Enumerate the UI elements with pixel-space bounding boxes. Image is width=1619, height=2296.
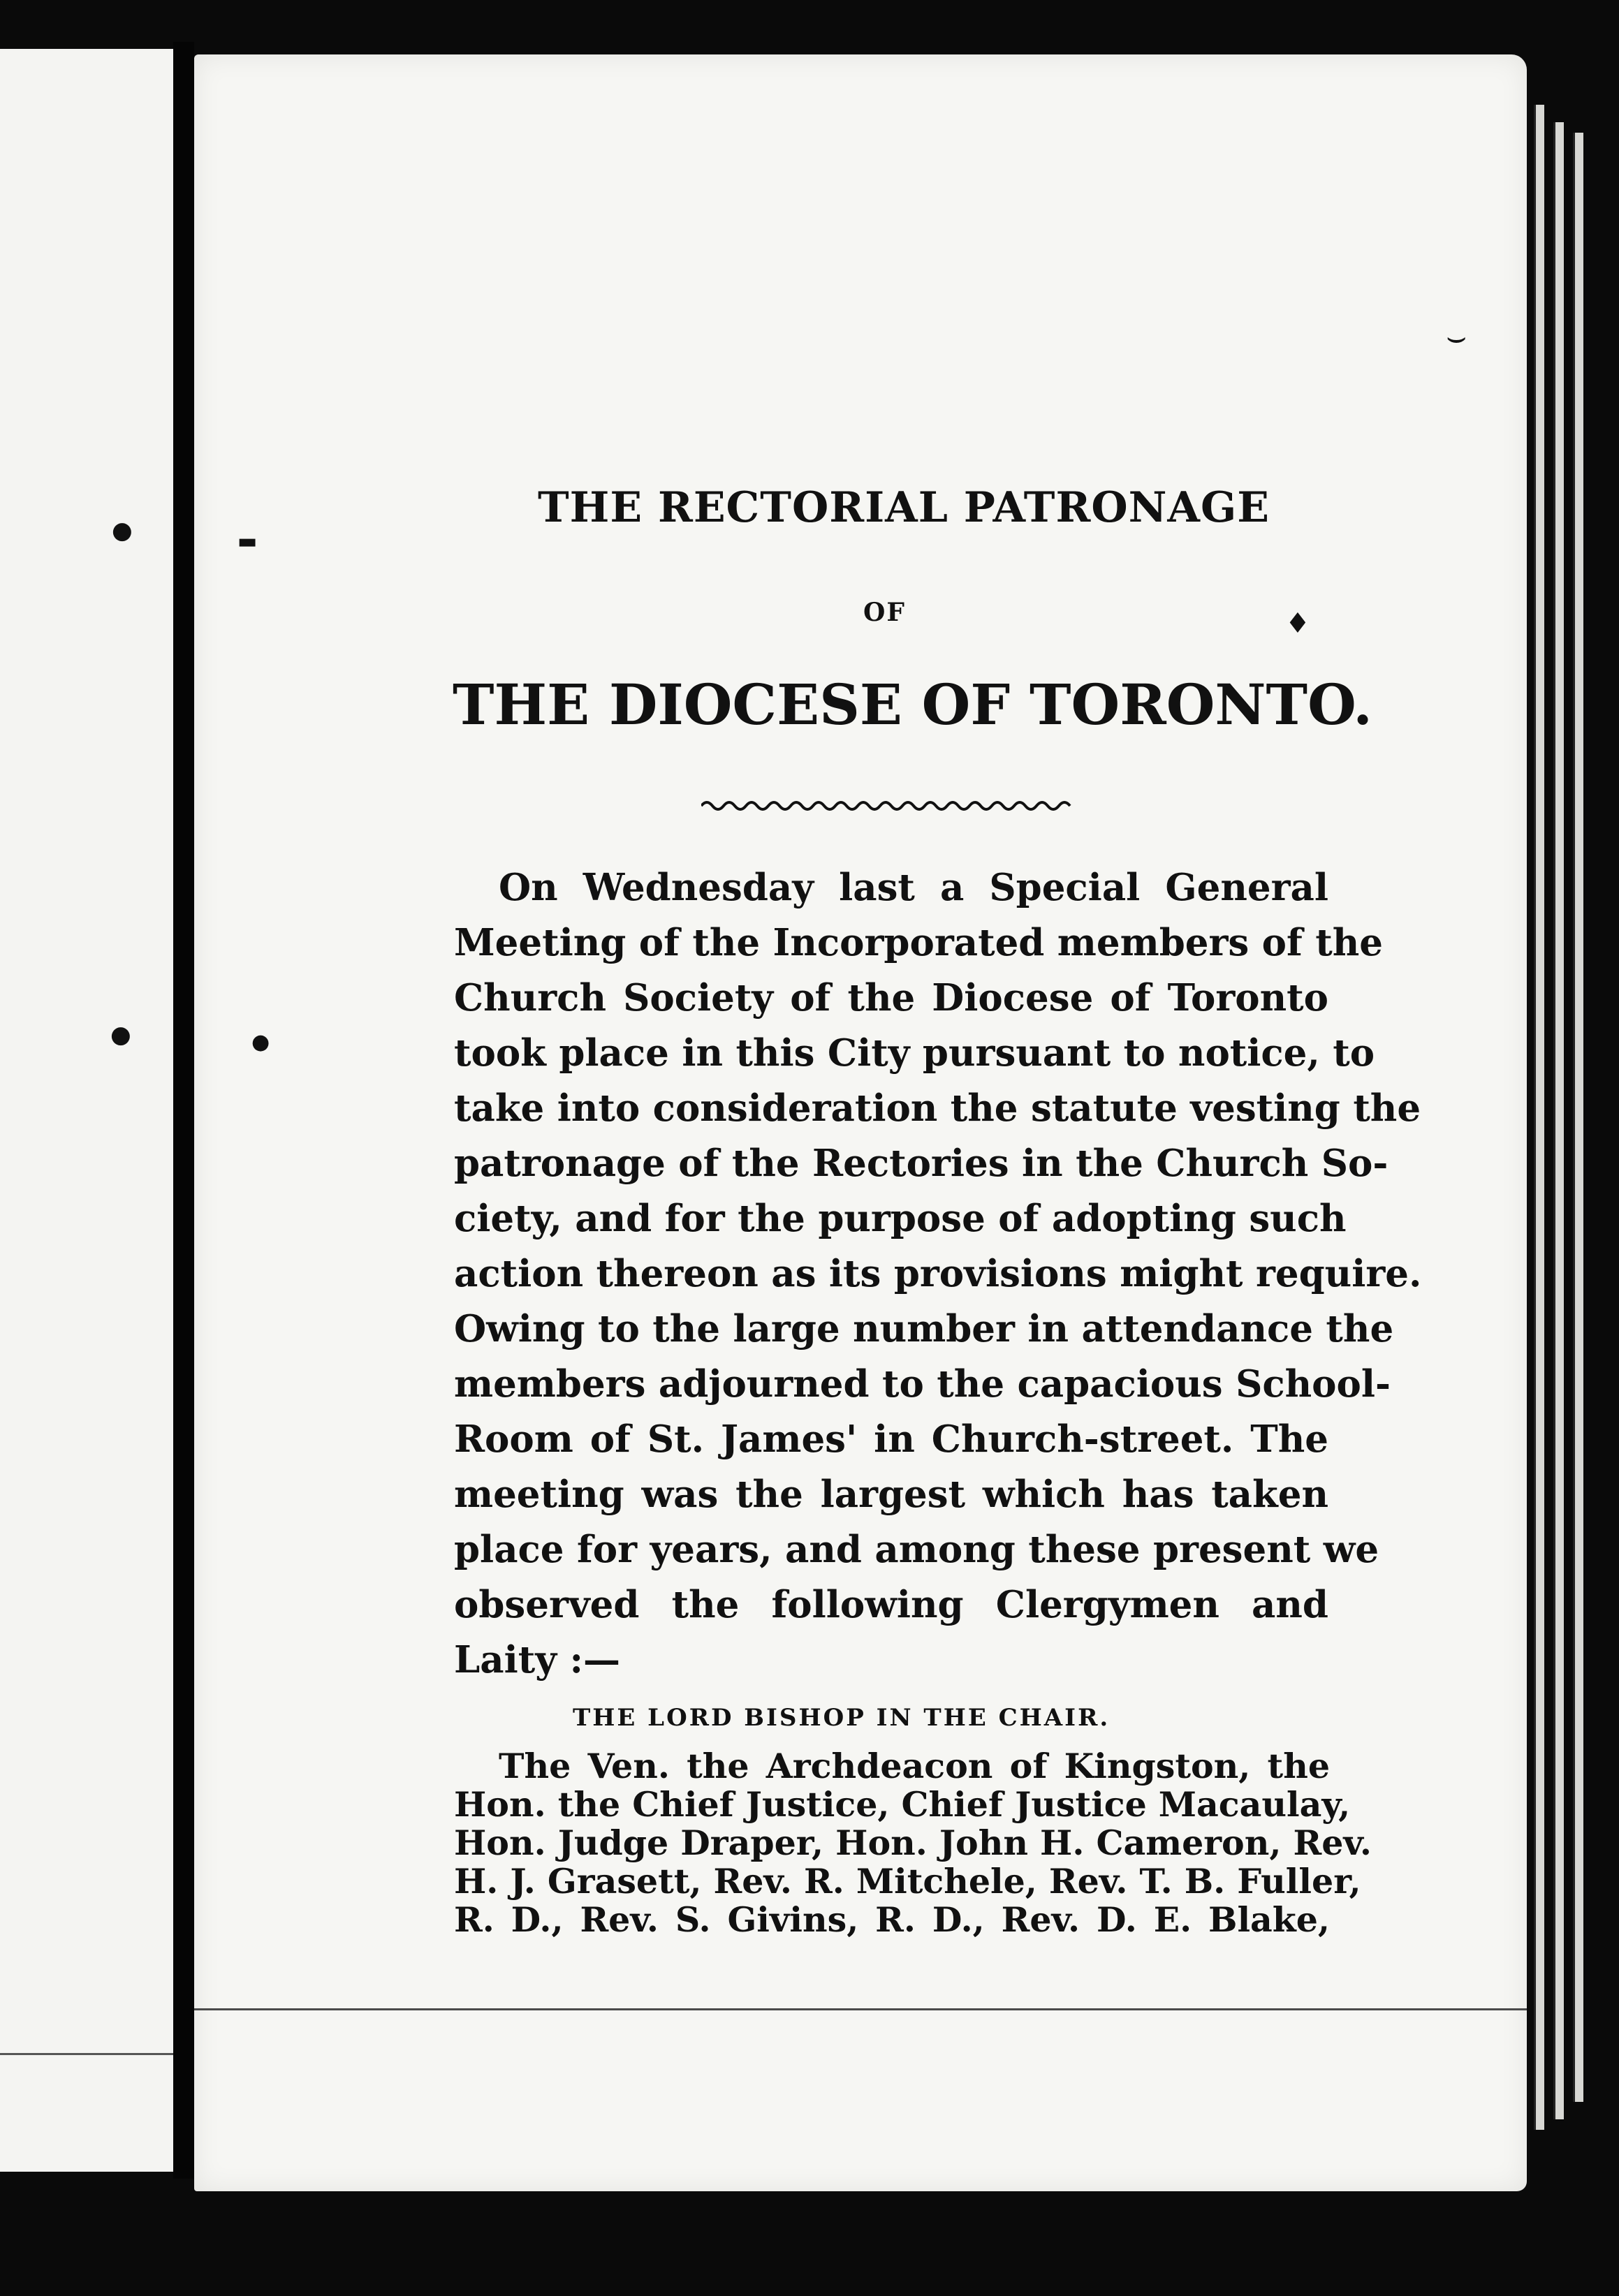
body-paragraph xyxy=(454,860,1422,1688)
ink-speck: ● xyxy=(251,1030,270,1054)
ink-speck: ▬ xyxy=(237,529,258,554)
attendees-list xyxy=(454,1746,1372,1940)
attendees-line: R. D., Rev. S. Givins, R. D., Rev. D. E. Blake, xyxy=(454,1899,1330,1940)
body-line: place for years, and among these present we xyxy=(454,1528,1379,1571)
attendees-line: Hon. Judge Draper, Hon. John H. Cameron, Rev. xyxy=(454,1823,1372,1863)
title-of: OF xyxy=(863,598,906,627)
body-line: On Wednesday last a Special General xyxy=(499,866,1328,909)
attendees-line: The Ven. the Archdeacon of Kingston, the xyxy=(499,1746,1330,1786)
page-edge xyxy=(1534,105,1544,2130)
chair-heading: THE LORD BISHOP IN THE CHAIR. xyxy=(573,1704,1111,1732)
left-page-rule xyxy=(0,2053,173,2055)
body-line: ciety, and for the purpose of adopting such xyxy=(454,1197,1347,1240)
page-edge xyxy=(1573,133,1583,2102)
body-line: Church Society of the Diocese of Toronto xyxy=(454,976,1328,1020)
body-line: members adjourned to the capacious School- xyxy=(454,1362,1391,1406)
decorative-rule xyxy=(701,797,1071,814)
attendees-line: Hon. the Chief Justice, Chief Justice Macaulay, xyxy=(454,1784,1351,1825)
attendees-line: H. J. Grasett, Rev. R. Mitchele, Rev. T. B. Fuller, xyxy=(454,1861,1361,1901)
ink-speck: ● xyxy=(110,1021,131,1049)
body-line: Meeting of the Incorporated members of the xyxy=(454,921,1384,964)
ink-speck: ♦ xyxy=(1285,608,1310,640)
book-gutter xyxy=(173,42,194,2179)
title-line-1: THE RECTORIAL PATRONAGE xyxy=(538,483,1270,532)
body-line: Laity :— xyxy=(454,1638,621,1681)
page-edge xyxy=(1553,122,1564,2119)
body-line: meeting was the largest which has taken xyxy=(454,1473,1328,1516)
pencil-mark: ⌣ xyxy=(1446,318,1467,355)
title-line-2: THE DIOCESE OF TORONTO. xyxy=(453,672,1372,737)
body-line: Room of St. James' in Church-street. The xyxy=(454,1418,1328,1461)
body-line: patronage of the Rectories in the Church So- xyxy=(454,1142,1389,1185)
body-line: take into consideration the statute vesting the xyxy=(454,1087,1421,1130)
ink-speck: ● xyxy=(112,517,133,545)
body-line: Owing to the large number in attendance the xyxy=(454,1307,1394,1351)
body-line: action thereon as its provisions might require. xyxy=(454,1252,1422,1295)
page-bottom-rule xyxy=(194,2008,1527,2010)
left-facing-page xyxy=(0,49,176,2172)
body-line: observed the following Clergymen and xyxy=(454,1583,1328,1626)
body-line: took place in this City pursuant to notice, to xyxy=(454,1031,1375,1075)
